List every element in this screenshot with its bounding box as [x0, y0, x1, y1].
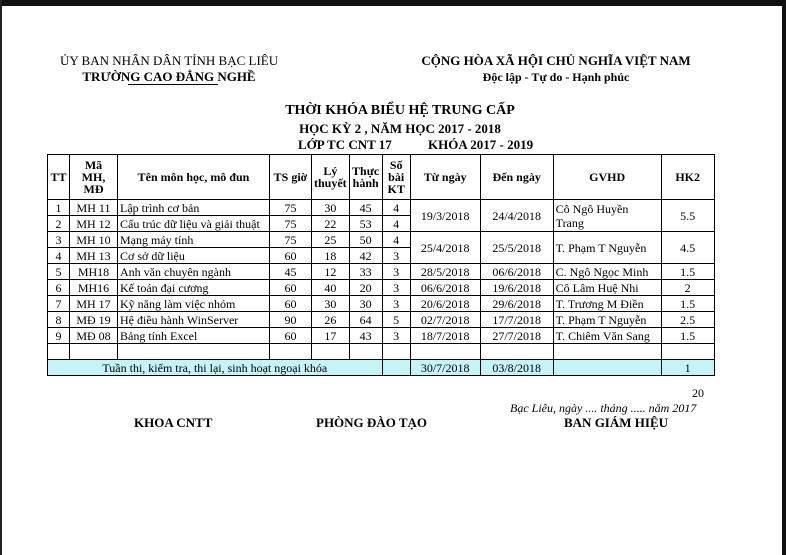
- cell-tt: 2: [48, 216, 70, 232]
- cell-tt: 9: [48, 328, 70, 344]
- col-header-kt: Số bài KT: [382, 155, 410, 200]
- footer-to: 03/8/2018: [480, 360, 553, 376]
- cell-kt: 5: [382, 312, 410, 328]
- cell-to: 25/5/2018: [480, 232, 553, 264]
- cell-from: 02/7/2018: [410, 312, 480, 328]
- cell-from: 20/6/2018: [410, 296, 480, 312]
- cell-lt: 18: [312, 248, 350, 264]
- empty-cell: [553, 360, 661, 376]
- cell-th: 20: [349, 280, 382, 296]
- col-header-code: Mã MH, MĐ: [70, 155, 118, 200]
- cell-kt: 3: [382, 280, 410, 296]
- total-hours: 20: [692, 386, 704, 400]
- cell-tt: 8: [48, 312, 70, 328]
- empty-cell: [410, 344, 480, 360]
- table-header-row: [48, 155, 715, 200]
- empty-cell: [270, 344, 312, 360]
- school-name: TRƯỜNG CAO ĐẲNG NGHỀ: [82, 69, 256, 84]
- cell-kt: 3: [382, 296, 410, 312]
- signature-khoa: KHOA CNTT: [134, 415, 213, 430]
- course-title: KHÓA 2017 - 2019: [428, 137, 534, 152]
- window-left-border: [0, 0, 2, 555]
- cell-hk2: 1.5: [661, 296, 714, 312]
- empty-cell: [661, 344, 714, 360]
- col-header-lt: Lý thuyết: [312, 155, 350, 200]
- window-top-border: [0, 0, 786, 6]
- cell-to: 29/6/2018: [480, 296, 553, 312]
- cell-to: 06/6/2018: [480, 264, 553, 280]
- table-row: [48, 280, 715, 296]
- table-row: [48, 312, 715, 328]
- org-name: ỦY BAN NHÂN DÂN TỈNH BẠC LIÊU: [60, 53, 279, 68]
- cell-from: 19/3/2018: [410, 200, 480, 232]
- cell-from: 28/5/2018: [410, 264, 480, 280]
- empty-row: [48, 344, 715, 360]
- cell-lt: 22: [312, 216, 350, 232]
- col-header-ts: TS giờ: [270, 155, 312, 200]
- cell-th: 42: [349, 248, 382, 264]
- cell-ts: 75: [270, 232, 312, 248]
- cell-th: 53: [349, 216, 382, 232]
- cell-kt: 4: [382, 216, 410, 232]
- col-header-hk2: HK2: [661, 155, 714, 200]
- cell-hk2: 2: [661, 280, 714, 296]
- cell-th: 50: [349, 232, 382, 248]
- col-header-th: Thực hành: [349, 155, 382, 200]
- table-row: [48, 328, 715, 344]
- cell-tt: 4: [48, 248, 70, 264]
- footer-from: 30/7/2018: [410, 360, 480, 376]
- signature-phong: PHÒNG ĐÀO TẠO: [316, 415, 427, 430]
- cell-tt: 6: [48, 280, 70, 296]
- cell-from: 18/7/2018: [410, 328, 480, 344]
- cell-name: Kỹ năng làm việc nhóm: [118, 296, 270, 312]
- window-right-border: [782, 0, 786, 555]
- empty-cell: [312, 344, 350, 360]
- cell-ts: 45: [270, 264, 312, 280]
- empty-cell: [118, 344, 270, 360]
- table-row: [48, 264, 715, 280]
- cell-ts: 60: [270, 280, 312, 296]
- col-header-from: Từ ngày: [410, 155, 480, 200]
- cell-name: Lập trình cơ bản: [118, 200, 270, 216]
- cell-code: MH 11: [70, 200, 118, 216]
- cell-hk2: 1.5: [661, 328, 714, 344]
- cell-lt: 30: [312, 200, 350, 216]
- timetable: [47, 154, 715, 376]
- cell-name: Hệ điều hành WinServer: [118, 312, 270, 328]
- cell-th: 45: [349, 200, 382, 216]
- cell-name: Bảng tính Excel: [118, 328, 270, 344]
- page-title: THỜI KHÓA BIỂU HỆ TRUNG CẤP: [285, 103, 515, 118]
- cell-from: 25/4/2018: [410, 232, 480, 264]
- nation-motto: Độc lập - Tự do - Hạnh phúc: [482, 70, 630, 84]
- nation-name: CỘNG HÒA XÃ HỘI CHỦ NGHĨA VIỆT NAM: [421, 53, 691, 68]
- cell-teacher: C. Ngô Ngọc Minh: [553, 264, 661, 280]
- empty-cell: [480, 344, 553, 360]
- cell-th: 33: [349, 264, 382, 280]
- cell-tt: 1: [48, 200, 70, 216]
- cell-tt: 7: [48, 296, 70, 312]
- empty-cell: [382, 360, 410, 376]
- cell-code: MH 12: [70, 216, 118, 232]
- cell-from: 06/6/2018: [410, 280, 480, 296]
- cell-to: 17/7/2018: [480, 312, 553, 328]
- cell-lt: 12: [312, 264, 350, 280]
- place-date: Bạc Liêu, ngày .... tháng ..... năm 2017: [510, 401, 697, 415]
- cell-th: 43: [349, 328, 382, 344]
- empty-cell: [553, 344, 661, 360]
- cell-name: Kế toán đại cương: [118, 280, 270, 296]
- cell-code: MĐ 08: [70, 328, 118, 344]
- cell-tt: 5: [48, 264, 70, 280]
- cell-hk2: 5.5: [661, 200, 714, 232]
- col-header-tt: TT: [48, 155, 70, 200]
- cell-code: MH 17: [70, 296, 118, 312]
- cell-teacher: T. Phạm T Nguyễn: [553, 312, 661, 328]
- cell-code: MH 10: [70, 232, 118, 248]
- cell-tt: 3: [48, 232, 70, 248]
- cell-code: MĐ 19: [70, 312, 118, 328]
- cell-name: Cơ sở dữ liệu: [118, 248, 270, 264]
- signature-bgh: BAN GIÁM HIỆU: [564, 415, 669, 430]
- cell-th: 64: [349, 312, 382, 328]
- cell-hk2: 1.5: [661, 264, 714, 280]
- cell-kt: 3: [382, 248, 410, 264]
- cell-lt: 30: [312, 296, 350, 312]
- cell-teacher: Cô Ngô Huyền Trang: [553, 200, 661, 232]
- cell-to: 27/7/2018: [480, 328, 553, 344]
- cell-kt: 3: [382, 328, 410, 344]
- empty-cell: [70, 344, 118, 360]
- col-header-to: Đến ngày: [480, 155, 553, 200]
- cell-to: 19/6/2018: [480, 280, 553, 296]
- cell-ts: 90: [270, 312, 312, 328]
- cell-ts: 75: [270, 216, 312, 232]
- cell-teacher: Cô Lâm Huệ Nhi: [553, 280, 661, 296]
- footer-row: [48, 360, 715, 376]
- cell-hk2: 2.5: [661, 312, 714, 328]
- col-header-teacher: GVHD: [553, 155, 661, 200]
- cell-code: MH18: [70, 264, 118, 280]
- cell-ts: 60: [270, 248, 312, 264]
- col-header-name: Tên môn học, mô đun: [118, 155, 270, 200]
- cell-code: MH16: [70, 280, 118, 296]
- school-underline: [128, 84, 218, 85]
- empty-cell: [48, 344, 70, 360]
- semester-title: HỌC KỲ 2 , NĂM HỌC 2017 - 2018: [299, 121, 501, 136]
- cell-teacher: T. Trương M Điền: [553, 296, 661, 312]
- table-row: [48, 232, 715, 248]
- empty-cell: [382, 344, 410, 360]
- cell-ts: 75: [270, 200, 312, 216]
- table-row: [48, 296, 715, 312]
- cell-ts: 60: [270, 328, 312, 344]
- cell-lt: 17: [312, 328, 350, 344]
- cell-teacher: T. Phạm T Nguyễn: [553, 232, 661, 264]
- cell-code: MH 13: [70, 248, 118, 264]
- empty-cell: [349, 344, 382, 360]
- cell-lt: 40: [312, 280, 350, 296]
- cell-name: Mạng máy tính: [118, 232, 270, 248]
- cell-hk2: 4.5: [661, 232, 714, 264]
- cell-name: Cấu trúc dữ liệu và giải thuật: [118, 216, 270, 232]
- cell-name: Anh văn chuyên ngành: [118, 264, 270, 280]
- cell-lt: 25: [312, 232, 350, 248]
- footer-hk2: 1: [661, 360, 714, 376]
- cell-teacher: T. Chiêm Văn Sang: [553, 328, 661, 344]
- footer-label: Tuần thi, kiểm tra, thi lại, sinh hoạt ngoại khóa: [48, 360, 383, 376]
- class-title: LỚP TC CNT 17: [298, 137, 392, 152]
- cell-lt: 26: [312, 312, 350, 328]
- cell-th: 30: [349, 296, 382, 312]
- cell-ts: 60: [270, 296, 312, 312]
- table-row: [48, 200, 715, 216]
- cell-kt: 4: [382, 200, 410, 216]
- cell-kt: 3: [382, 264, 410, 280]
- cell-kt: 4: [382, 232, 410, 248]
- cell-to: 24/4/2018: [480, 200, 553, 232]
